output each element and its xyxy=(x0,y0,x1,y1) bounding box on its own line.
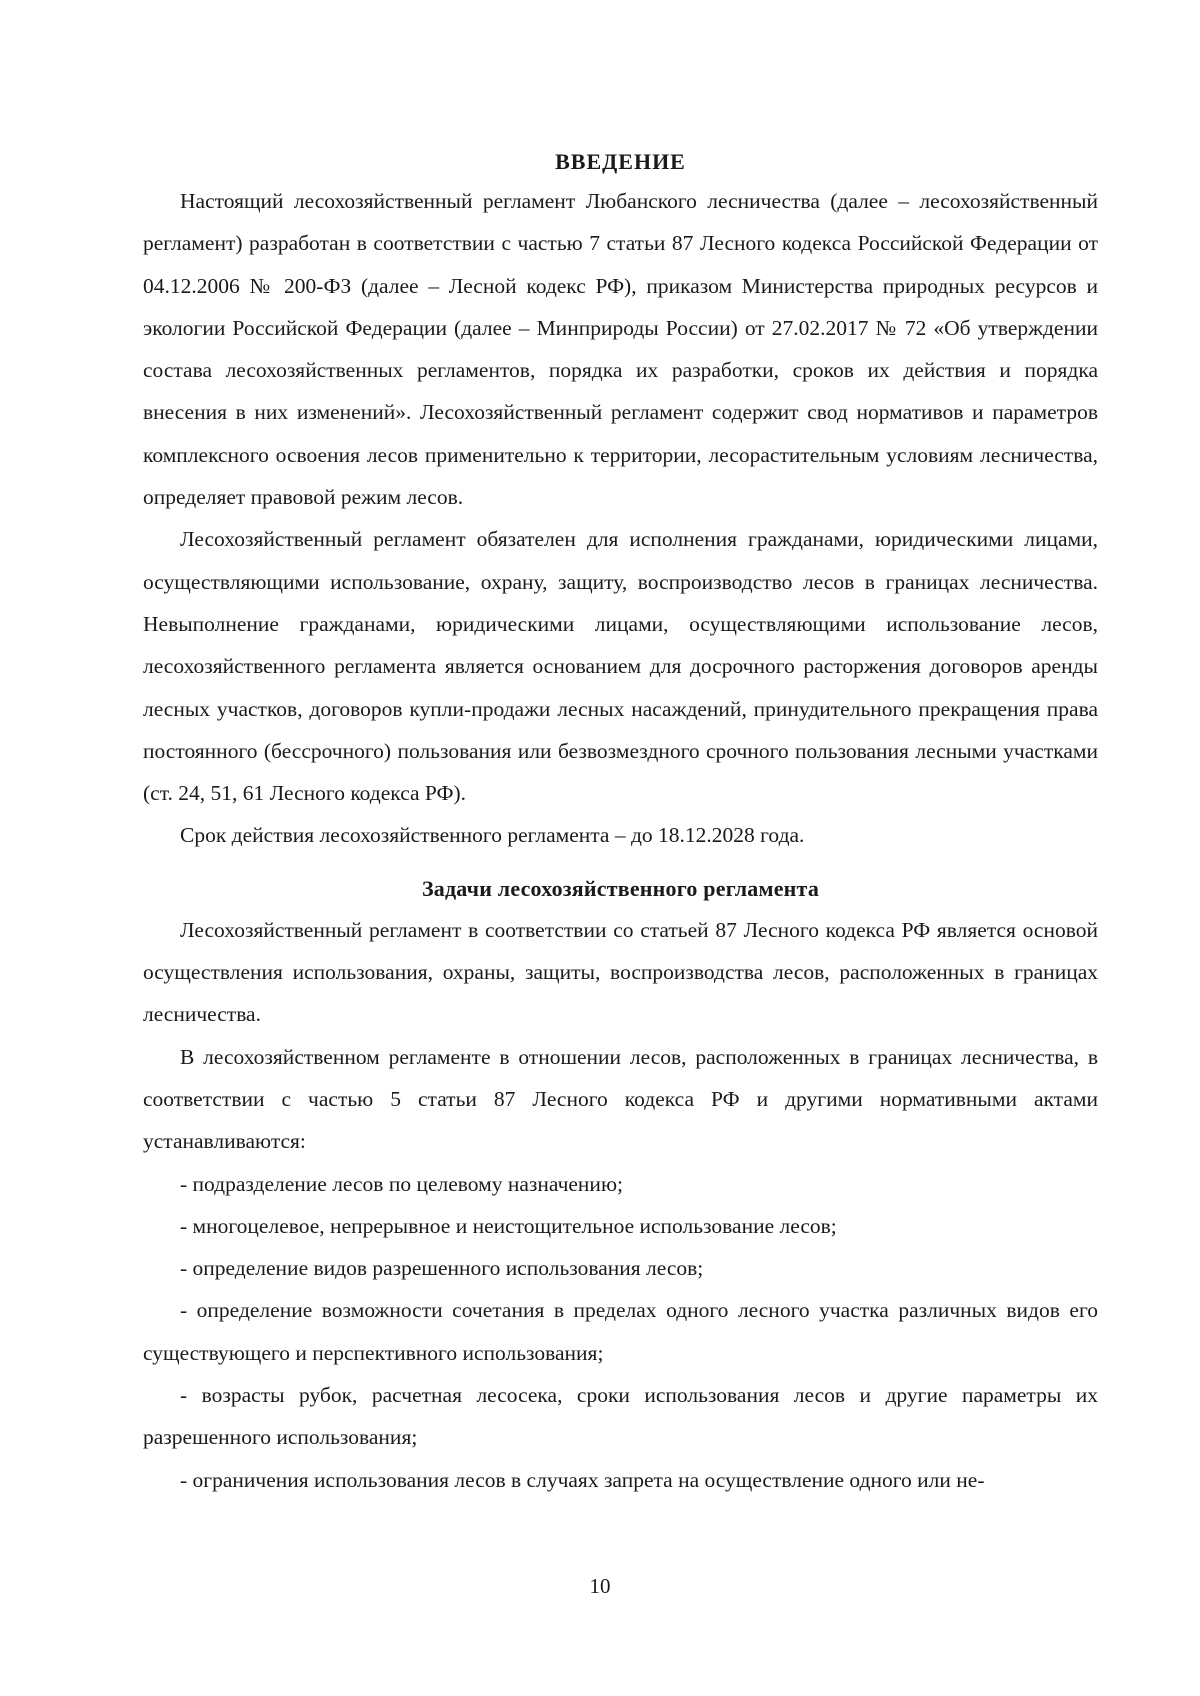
intro-body xyxy=(143,180,1098,857)
intro-paragraph-2: Лесохозяйственный регламент обязателен для исполнения гражданами, юридическими лицами, осуществляющими использование, охрану, защиту, воспроизводство лесов в границах лесничества. Невыполнение гражданами, юридическими лицами, осуществляющими использование лесов, лесохозяйственного регламента является основанием для досрочного расторжения договоров аренды лесных участков, договоров купли-продажи лесных насаждений, принудительного прекращения права постоянного (бессрочного) пользования или безвозмездного срочного пользования лесными участками (ст. 24, 51, 61 Лесного кодекса РФ). xyxy=(143,527,1098,806)
intro-heading: ВВЕДЕНИЕ xyxy=(555,149,686,174)
section-body xyxy=(143,909,1098,1501)
section-paragraph-2: В лесохозяйственном регламенте в отношении лесов, расположенных в границах лесничества, в соответствии с частью 5 статьи 87 Лесного кодекса РФ и другими нормативными актами устанавливаются: xyxy=(143,1044,1098,1154)
list-item: - возрасты рубок, расчетная лесосека, сроки использования лесов и другие параметры их разрешенного использования; xyxy=(143,1383,1098,1450)
page-number: 10 xyxy=(589,1574,611,1598)
intro-paragraph-3: Срок действия лесохозяйственного регламента – до 18.12.2028 года. xyxy=(180,823,805,848)
tasks-section xyxy=(143,871,1098,1501)
list-item: - многоцелевое, непрерывное и неистощительное использование лесов; xyxy=(180,1213,837,1238)
list-item: - определение видов разрешенного использования лесов; xyxy=(180,1256,704,1281)
section-paragraph-1: Лесохозяйственный регламент в соответствии со статьей 87 Лесного кодекса РФ является основой осуществления использования, охраны, защиты, воспроизводства лесов, расположенных в границах лесничества. xyxy=(143,917,1098,1027)
section-heading: Задачи лесохозяйственного регламента xyxy=(421,875,820,901)
list-item: - определение возможности сочетания в пределах одного лесного участка различных видов его существующего и перспективного использования; xyxy=(143,1298,1098,1365)
page-content xyxy=(143,144,1098,1501)
list-item: - ограничения использования лесов в случаях запрета на осуществление одного или не- xyxy=(180,1467,985,1492)
list-item: - подразделение лесов по целевому назначению; xyxy=(180,1171,623,1196)
intro-paragraph-1: Настоящий лесохозяйственный регламент Любанского лесничества (далее – лесохозяйственный регламент) разработан в соответствии с частью 7 статьи 87 Лесного кодекса Российской Федерации от 04.12.2006 № 200-ФЗ (далее – Лесной кодекс РФ), приказом Министерства природных ресурсов и экологии Российской Федерации (далее – Минприроды России) от 27.02.2017 № 72 «Об утверждении состава лесохозяйственных регламентов, порядка их разработки, сроков их действия и порядка внесения в них изменений». Лесохозяйственный регламент содержит свод нормативов и параметров комплексного освоения лесов применительно к территории, лесорастительным условиям лесничества, определяет правовой режим лесов. xyxy=(143,189,1098,510)
